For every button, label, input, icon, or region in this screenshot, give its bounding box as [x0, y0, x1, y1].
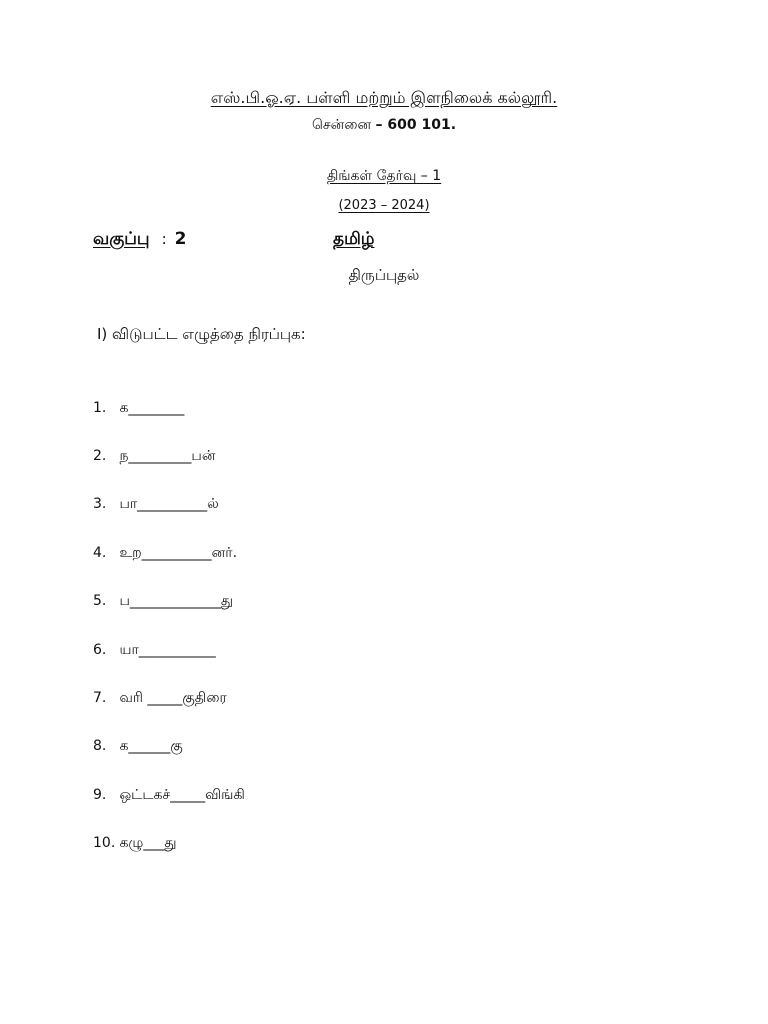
question-item — [93, 593, 233, 611]
question-text: ந_________பன் — [119, 448, 216, 464]
question-item — [93, 545, 237, 563]
question-number: 3. — [93, 496, 107, 512]
class-info — [93, 229, 186, 251]
exam-title — [0, 168, 768, 186]
question-text: ப_____________து — [119, 593, 234, 609]
question-number: 1. — [93, 400, 107, 416]
question-number: 9. — [93, 787, 107, 803]
academic-year — [0, 198, 768, 213]
pin-code: – 600 101. — [375, 117, 457, 133]
class-separator: : — [161, 230, 167, 248]
question-item — [93, 690, 227, 708]
question-item — [93, 642, 216, 660]
academic-year-text: (2023 – 2024) — [338, 198, 430, 213]
question-number: 2. — [93, 448, 107, 464]
class-value: 2 — [174, 229, 187, 249]
exam-title-text: திங்கள் தேர்வு – 1 — [326, 168, 442, 184]
question-item — [93, 448, 215, 466]
city-name: சென்னை — [311, 117, 372, 133]
question-item — [93, 787, 245, 805]
question-text: க______கு — [119, 738, 183, 754]
question-number: 5. — [93, 593, 107, 609]
question-text: உற__________னர். — [119, 545, 238, 561]
school-name-text: எஸ்.பி.ஓ.ஏ. பள்ளி மற்றும் இளநிலைக் கல்லூரி. — [210, 88, 558, 107]
question-item — [93, 835, 177, 853]
subject-title — [333, 229, 375, 251]
question-item — [93, 400, 184, 418]
question-number: 10. — [93, 835, 116, 851]
school-address — [0, 117, 768, 135]
question-text: ஒட்டகச்_____விங்கி — [119, 787, 245, 803]
question-item — [93, 738, 183, 756]
question-number: 8. — [93, 738, 107, 754]
question-number: 7. — [93, 690, 107, 706]
question-text: க________ — [119, 400, 185, 416]
class-label: வகுப்பு — [93, 229, 150, 249]
topic-title — [0, 266, 768, 286]
question-text: கழு___து — [119, 835, 177, 851]
section-title: I) விடுபட்ட எழுத்தை நிரப்புக: — [97, 325, 306, 343]
school-name — [0, 88, 768, 109]
question-text: யா___________ — [119, 642, 216, 658]
question-item — [93, 496, 219, 514]
question-text: வரி _____குதிரை — [119, 690, 227, 706]
subject-title-text: தமிழ் — [333, 229, 375, 249]
topic-title-text: திருப்புதல் — [348, 266, 420, 284]
question-number: 4. — [93, 545, 107, 561]
question-text: பா__________ல் — [119, 496, 219, 512]
question-number: 6. — [93, 642, 107, 658]
